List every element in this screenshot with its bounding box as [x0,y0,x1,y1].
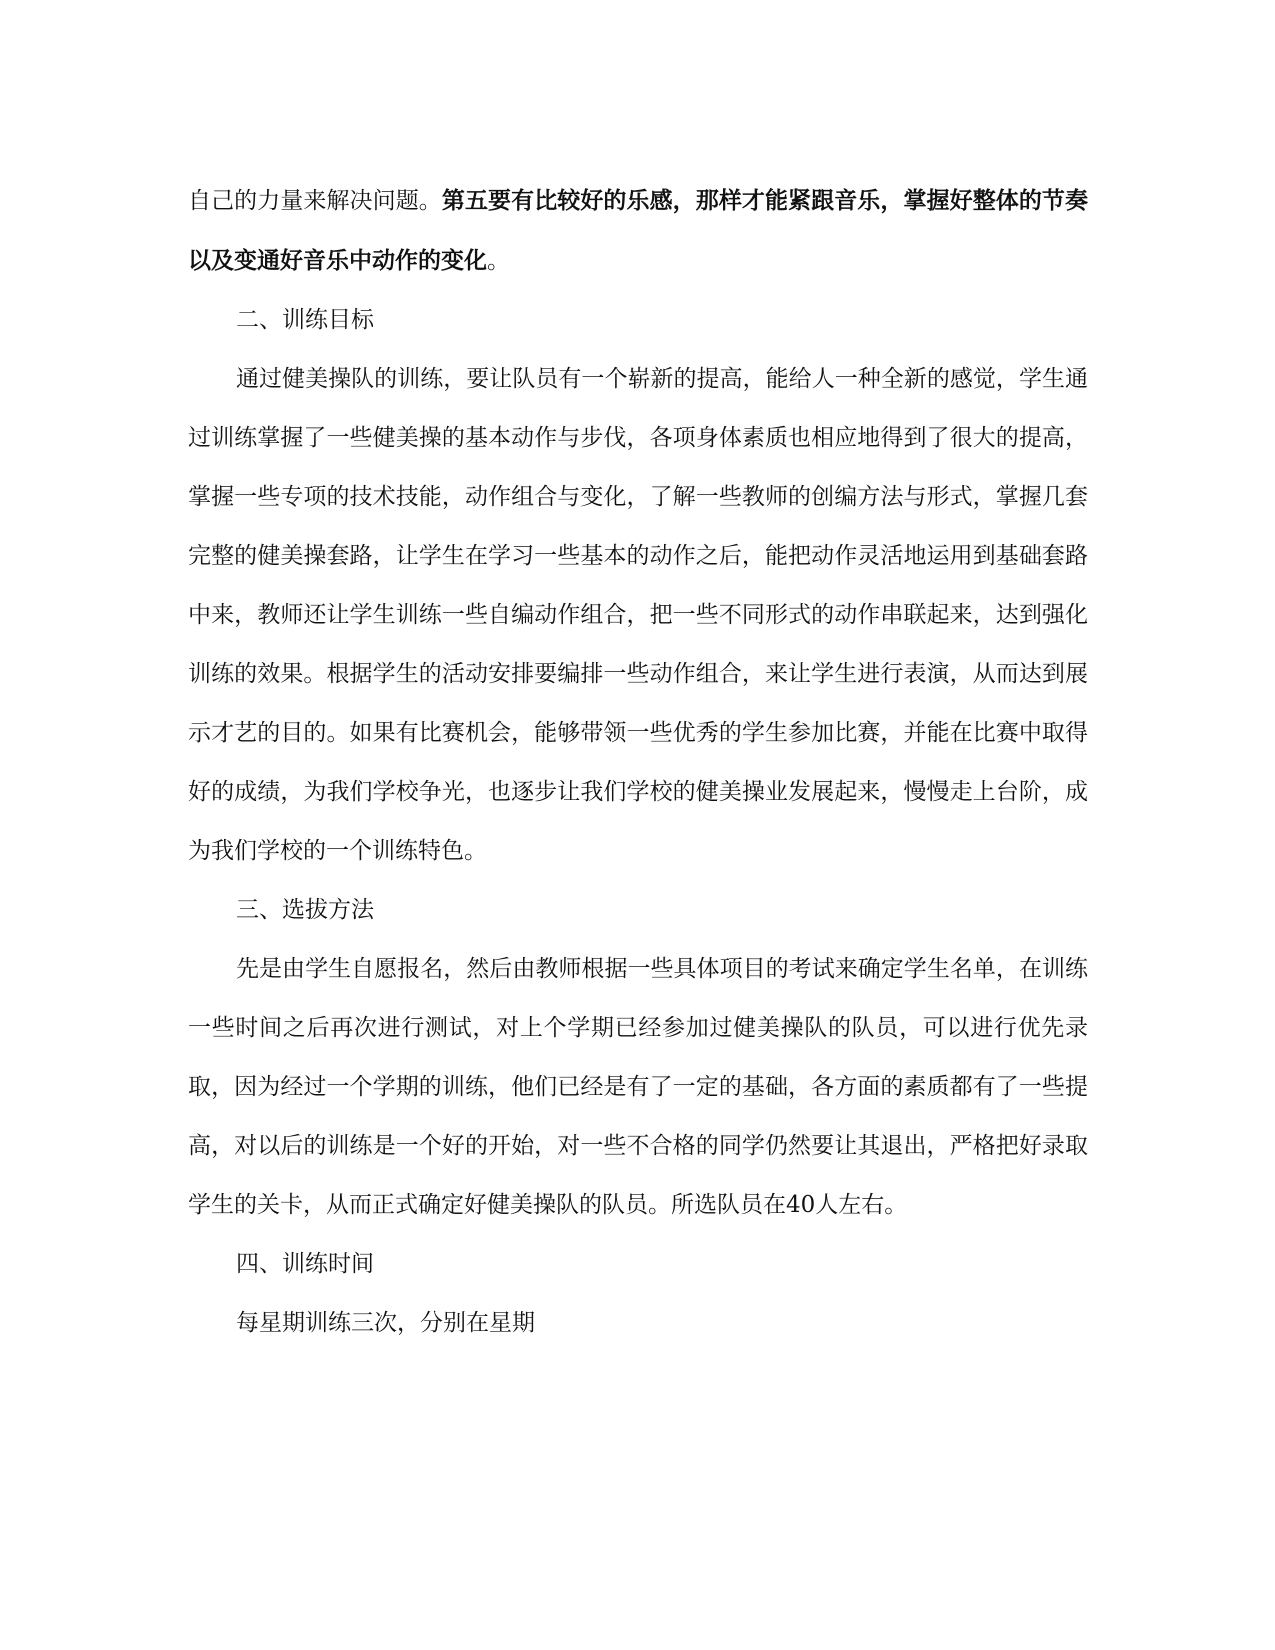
paragraph-tail-text: 。 [487,248,510,274]
document-body [188,171,1088,1353]
body-paragraph-training-time: 每星期训练三次，分别在星期 [236,1310,535,1336]
section-heading-selection-method: 三、选拔方法 [236,897,374,923]
body-paragraph-training-goals: 通过健美操队的训练，要让队员有一个崭新的提高，能给人一种全新的感觉，学生通过训练掌握了一些健美操的基本动作与步伐，各项身体素质也相应地得到了很大的提高，掌握一些专项的技术技能，动作组合与变化，了解一些教师的创编方法与形式，掌握几套完整的健美操套路，让学生在学习一些基本的动作之后，能把动作灵活地运用到基础套路中来，教师还让学生训练一些自编动作组合，把一些不同形式的动作串联起来，达到强化训练的效果。根据学生的活动安排要编排一些动作组合，来让学生进行表演，从而达到展示才艺的目的。如果有比赛机会，能够带领一些优秀的学生参加比赛，并能在比赛中取得好的成绩，为我们学校争光，也逐步让我们学校的健美操业发展起来，慢慢走上台阶，成为我们学校的一个训练特色。 [188,366,1088,864]
body-paragraph-selection-method: 先是由学生自愿报名，然后由教师根据一些具体项目的考试来确定学生名单，在训练一些时间之后再次进行测试，对上个学期已经参加过健美操队的队员，可以进行优先录取，因为经过一个学期的训练，他们已经是有了一定的基础，各方面的素质都有了一些提高，对以后的训练是一个好的开始，对一些不合格的同学仍然要让其退出，严格把好录取学生的关卡，从而正式确定好健美操队的队员。所选队员在40人左右。 [188,956,1088,1218]
section-heading-training-time: 四、训练时间 [236,1251,374,1277]
continuation-paragraph [188,171,1088,291]
section-heading-training-goals: 二、训练目标 [236,307,374,333]
paragraph-lead-text: 自己的力量来解决问题。 [188,188,442,214]
bold-emphasis-text: 第五要有比较好的乐感，那样才能紧跟音乐，掌握好整体的节奏以及变通好音乐中动作的变化 [188,187,1089,274]
